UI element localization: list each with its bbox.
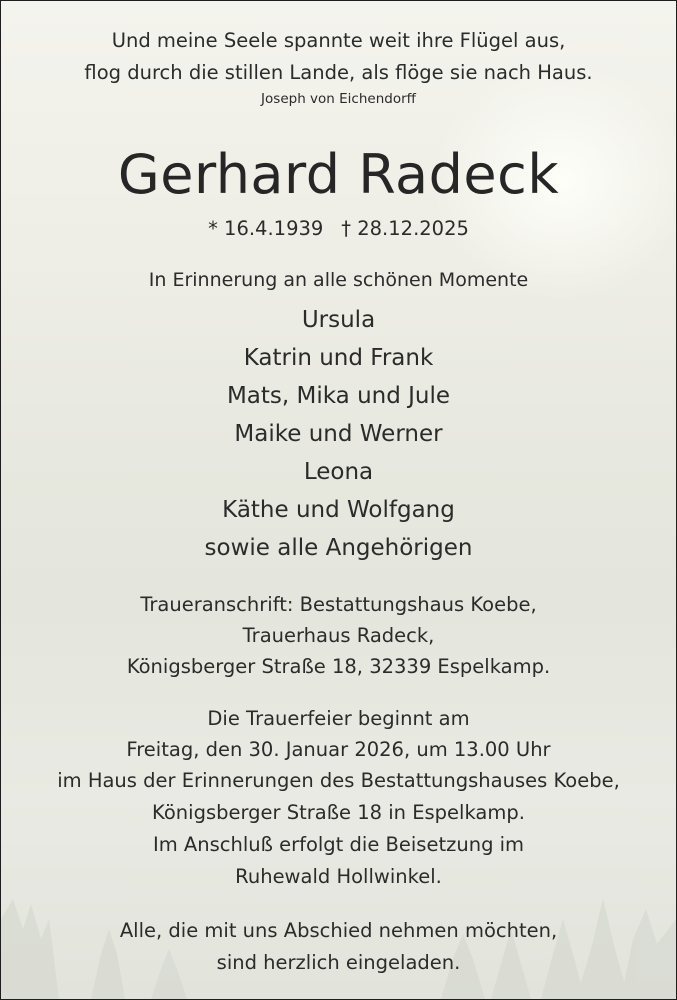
- family-member: sowie alle Angehörigen: [204, 535, 473, 561]
- address-line: Trauerhaus Radeck,: [242, 624, 435, 647]
- invitation-line: sind herzlich eingeladen.: [216, 951, 461, 974]
- notice-text: [1, 1, 676, 999]
- family-member: Leona: [303, 459, 374, 485]
- address-line: Königsberger Straße 18, 32339 Espelkamp.: [126, 655, 551, 678]
- ceremony-line: Im Anschluß erfolgt die Beisetzung im: [152, 833, 525, 856]
- family-member: Ursula: [301, 307, 376, 333]
- invitation-line: Alle, die mit uns Abschied nehmen möchten,: [119, 919, 558, 942]
- deceased-name: Gerhard Radeck: [117, 143, 560, 206]
- ceremony-line: Freitag, den 30. Januar 2026, um 13.00 Uhr: [126, 738, 551, 761]
- ceremony-line: im Haus der Erinnerungen des Bestattungshauses Koebe,: [57, 769, 620, 792]
- poem-line-1: Und meine Seele spannte weit ihre Flügel aus,: [111, 29, 566, 52]
- family-member: Mats, Mika und Jule: [226, 383, 451, 409]
- poem-line-2: flog durch die stillen Lande, als flöge sie nach Haus.: [84, 61, 593, 84]
- ceremony-line: Die Trauerfeier beginnt am: [207, 707, 470, 730]
- family-member: Maike und Werner: [234, 421, 443, 447]
- address-line: Traueranschrift: Bestattungshaus Koebe,: [140, 593, 537, 616]
- memory-line: In Erinnerung an alle schönen Momente: [148, 269, 529, 291]
- ceremony-line: Ruhewald Hollwinkel.: [235, 865, 442, 888]
- ceremony-line: Königsberger Straße 18 in Espelkamp.: [152, 801, 525, 824]
- poem-author: Joseph von Eichendorff: [261, 91, 416, 107]
- family-member: Katrin und Frank: [243, 345, 434, 371]
- birth-date: * 16.4.1939: [208, 217, 324, 240]
- death-date: † 28.12.2025: [341, 217, 469, 240]
- family-member: Käthe und Wolfgang: [222, 497, 455, 523]
- life-dates: [1, 217, 676, 240]
